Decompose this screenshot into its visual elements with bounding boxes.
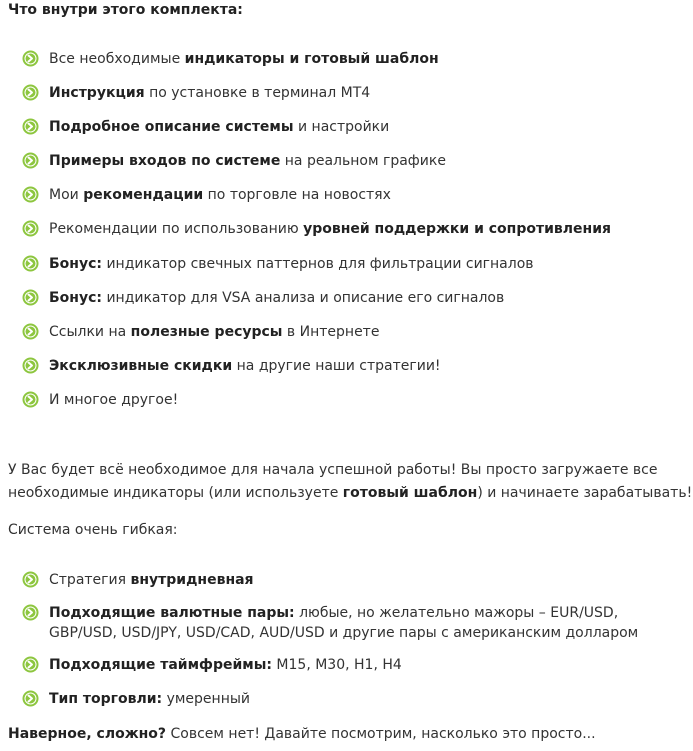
list-item-text: Инструкция по установке в терминал МТ4 bbox=[49, 85, 371, 101]
arrow-circle-right-icon bbox=[22, 255, 39, 272]
list-item-text: Эксклюзивные скидки на другие наши стратегии! bbox=[49, 358, 441, 374]
list-item bbox=[22, 49, 439, 69]
arrow-circle-right-icon bbox=[22, 50, 39, 67]
summary-line-1: У Вас будет всё необходимое для начала успешной работы! Вы просто загружаете все bbox=[8, 462, 658, 478]
arrow-circle-right-icon bbox=[22, 571, 39, 588]
list-item-text: Все необходимые индикаторы и готовый шаблон bbox=[49, 51, 439, 67]
list-item-text: Стратегия внутридневная bbox=[49, 572, 254, 588]
arrow-circle-right-icon bbox=[22, 118, 39, 135]
list-item bbox=[22, 356, 441, 376]
list-item-text: Подходящие таймфреймы: M15, M30, H1, H4 bbox=[49, 657, 402, 673]
list-item-text: Бонус: индикатор для VSA анализа и описание его сигналов bbox=[49, 290, 505, 306]
arrow-circle-right-icon bbox=[22, 84, 39, 101]
closing-line: Наверное, сложно? Совсем нет! Давайте посмотрим, насколько это просто... bbox=[8, 726, 596, 742]
flexible-label: Система очень гибкая: bbox=[8, 522, 178, 538]
list-item bbox=[22, 254, 534, 274]
list-item bbox=[22, 570, 254, 590]
list-item-text: Примеры входов по системе на реальном графике bbox=[49, 153, 446, 169]
arrow-circle-right-icon bbox=[22, 690, 39, 707]
list-item bbox=[22, 655, 402, 675]
arrow-circle-right-icon bbox=[22, 220, 39, 237]
list-item-text: Ссылки на полезные ресурсы в Интернете bbox=[49, 324, 380, 340]
list-item bbox=[22, 689, 250, 709]
arrow-circle-right-icon bbox=[22, 289, 39, 306]
arrow-circle-right-icon bbox=[22, 357, 39, 374]
list-item bbox=[22, 390, 178, 410]
list-item-text: Подходящие валютные пары: любые, но желательно мажоры – EUR/USD, GBP/USD, USD/JPY, USD/CAD, AUD/USD и другие пары с американским долларом bbox=[49, 605, 639, 641]
arrow-circle-right-icon bbox=[22, 604, 39, 621]
arrow-circle-right-icon bbox=[22, 391, 39, 408]
arrow-circle-right-icon bbox=[22, 186, 39, 203]
list-item-text: Рекомендации по использованию уровней поддержки и сопротивления bbox=[49, 221, 611, 237]
list-item-text: Мои рекомендации по торговле на новостях bbox=[49, 187, 391, 203]
list-item-text: Бонус: индикатор свечных паттернов для фильтрации сигналов bbox=[49, 256, 534, 272]
list-item bbox=[22, 288, 504, 308]
list-item bbox=[22, 117, 389, 137]
arrow-circle-right-icon bbox=[22, 152, 39, 169]
arrow-circle-right-icon bbox=[22, 656, 39, 673]
list-item bbox=[22, 151, 446, 171]
list-item bbox=[22, 219, 611, 239]
list-item bbox=[22, 83, 370, 103]
list-item-text: Подробное описание системы и настройки bbox=[49, 119, 390, 135]
list-item bbox=[22, 185, 391, 205]
list-item-text: И многое другое! bbox=[49, 392, 179, 408]
summary-line-2: необходимые индикаторы (или используете готовый шаблон) и начинаете зарабатывать! bbox=[8, 485, 693, 501]
summary-paragraph bbox=[8, 459, 692, 505]
list-item bbox=[22, 322, 379, 342]
arrow-circle-right-icon bbox=[22, 323, 39, 340]
list-item bbox=[22, 603, 659, 643]
kit-heading: Что внутри этого комплекта: bbox=[8, 2, 243, 18]
list-item-text: Тип торговли: умеренный bbox=[49, 691, 250, 707]
